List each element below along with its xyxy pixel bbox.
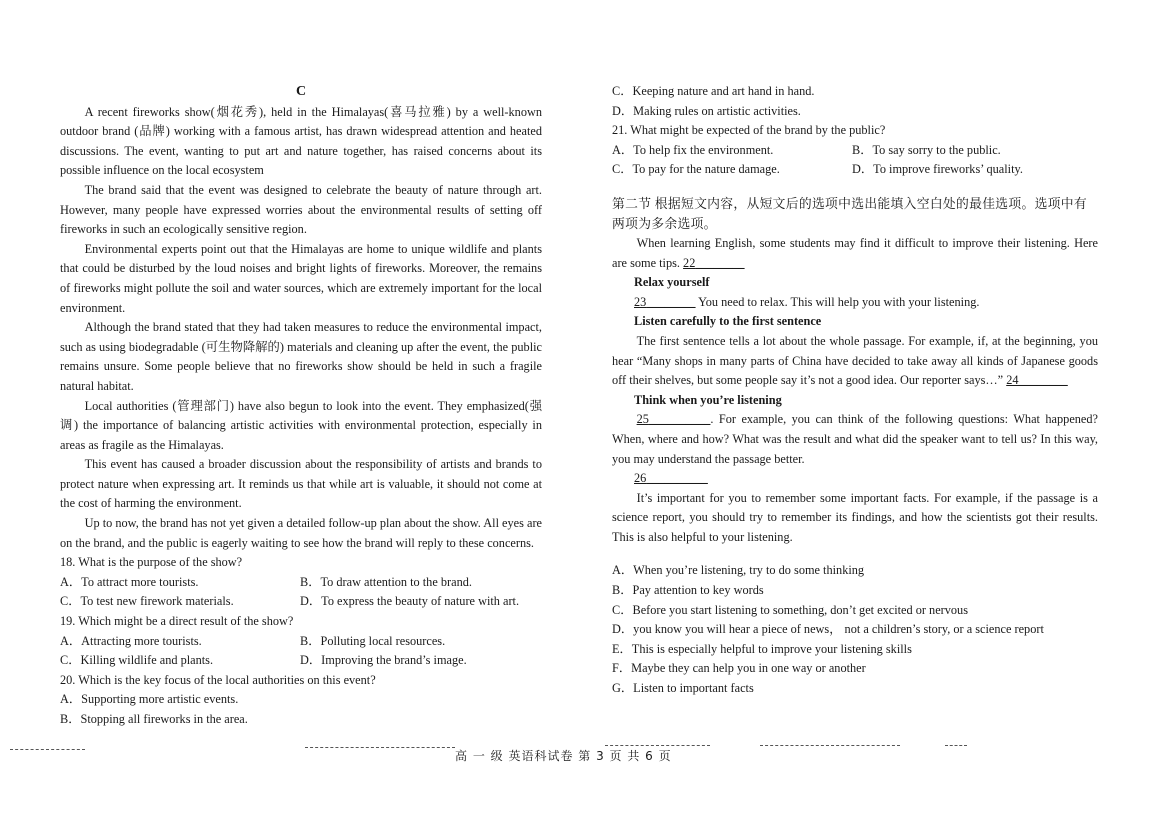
footer-dash-center-right (605, 745, 710, 746)
passage-paragraph-5: Local authorities (管理部门) have also begun to look into the event. They emphasized(强调) the importance of balancing artistic activities with environmental protection, especially in areas as fragile as the Himalayas. (60, 398, 542, 452)
blank-22: 22________ (683, 255, 745, 270)
left-column (60, 82, 542, 730)
question-20-option-b: B．Stopping all fireworks in the area. (60, 712, 248, 726)
question-21-options-row-2 (612, 160, 1098, 180)
footer-dash-far-right (945, 745, 967, 746)
choice-option-c: C．Before you start listening to something, don’t get excited or nervous (612, 602, 968, 617)
footer-dash-center-left (305, 747, 455, 748)
question-21-options-row-1 (612, 141, 1098, 161)
blank-26-line (612, 469, 1098, 489)
question-18-options-row-1 (60, 573, 542, 593)
section-title: C (295, 84, 307, 99)
tip-heading-first-sentence: Listen carefully to the first sentence (634, 314, 822, 329)
question-19-options-row-1 (60, 632, 542, 652)
passage-paragraph-7: Up to now, the brand has not yet given a detailed follow-up plan about the show. All eyes are on the brand, and the public is eagerly waiting to see how the brand will reply to these concerns. (60, 516, 542, 550)
think-paragraph: 25__________. For example, you can think of the following questions: What happened? When, where and how? What was the result and what did the speaker want to tell us? In this way, you may understand the passage better. (612, 412, 1098, 466)
question-20-option-d: D．Making rules on artistic activities. (612, 103, 801, 118)
question-20-option-a: A．Supporting more artistic events. (60, 692, 239, 707)
question-19-option-a: A．Attracting more tourists. (60, 633, 202, 648)
passage-paragraph-4: Although the brand stated that they had taken measures to reduce the environmental impact, such as using biodegradable (可生物降解的) materials and cleaning up after the event, the public remains unsure. Some people believe that no fireworks show should be held in such a fragile natural habitat. (60, 320, 542, 393)
question-20: 20. Which is the key focus of the local authorities on this event? (60, 672, 376, 687)
blank-23: 23________ (634, 294, 696, 309)
question-18-options-row-2 (60, 592, 542, 612)
question-19-option-b: B．Polluting local resources. (300, 633, 446, 648)
passage-paragraph-1: A recent fireworks show(烟花秀), held in the Himalayas(喜马拉雅) by a well-known outdoor brand (品牌) working with a famous artist, has drawn widespread attention and heated discussions. The event, wanting to put art and nature together, has raised concerns about its possible influence on the local ecosystem (60, 104, 542, 178)
question-21-option-d: D．To improve fireworks’ quality. (852, 162, 1023, 177)
choice-option-a: A．When you’re listening, try to do some thinking (612, 563, 865, 578)
question-21-option-a: A．To help fix the environment. (612, 142, 774, 157)
choice-option-e: E．This is especially helpful to improve your listening skills (612, 641, 912, 656)
blank-24: 24________ (1006, 373, 1068, 388)
question-18-option-d: D．To express the beauty of nature with art. (300, 594, 520, 609)
section-2-instructions: 第二节 根据短文内容，从短文后的选项中选出能填入空白处的最佳选项。选项中有两项为多余选项。 (612, 196, 1087, 231)
question-21: 21. What might be expected of the brand by the public? (612, 123, 886, 138)
choice-option-b: B．Pay attention to key words (612, 583, 764, 598)
question-19-options-row-2 (60, 651, 542, 671)
choice-option-g: G．Listen to important facts (612, 681, 754, 696)
question-18-option-c: C．To test new firework materials. (60, 594, 234, 609)
passage-paragraph-6: This event has caused a broader discussion about the responsibility of artists and brands to protect nature when expressing art. It reminds us that while art is valuable, it should not come at the cost of harming the environment. (60, 457, 542, 511)
question-18-option-a: A．To attract more tourists. (60, 574, 199, 589)
question-18-option-b: B．To draw attention to the brand. (300, 574, 472, 589)
question-20-option-c: C．Keeping nature and art hand in hand. (612, 84, 815, 98)
footer-dash-right (760, 745, 900, 746)
tip-heading-think: Think when you’re listening (634, 392, 782, 407)
question-21-option-c: C．To pay for the nature damage. (612, 162, 780, 177)
question-19: 19. Which might be a direct result of the show? (60, 614, 294, 629)
blank-26: 26__________ (634, 471, 708, 486)
question-18: 18. What is the purpose of the show? (60, 555, 243, 570)
page-number-footer: 高 一 级 英语科试卷 第 3 页 共 6 页 (455, 749, 672, 763)
passage-paragraph-3: Environmental experts point out that the Himalayas are home to unique wildlife and plants that could be disturbed by the loud noises and bright lights of fireworks. Moreover, the remains of fireworks might pollute the soil and water sources, which are extremely important for the local environment. (60, 241, 542, 315)
page-footer (0, 745, 1155, 767)
first-sentence-paragraph: The first sentence tells a lot about the whole passage. For example, if, at the beginning, you hear “Many shops in many parts of China have decided to take away all kinds of Japanese goods off their shelves, but some people say it’s not a good idea. Our reporter says…” 24________ (612, 333, 1098, 388)
passage-paragraph-2: The brand said that the event was designed to celebrate the beauty of nature through art. However, many people have expressed worries about the environmental results of setting off fireworks in such an ecologically sensitive region. (60, 182, 542, 237)
blank-23-line: 23________ You need to relax. This will help you with your listening. (634, 294, 980, 309)
footer-dash-left (10, 749, 85, 750)
choice-option-f: F．Maybe they can help you in one way or another (612, 661, 866, 676)
intro-paragraph: When learning English, some students may find it difficult to improve their listening. Here are some tips. 22________ (612, 235, 1098, 270)
question-21-option-b: B．To say sorry to the public. (852, 142, 1001, 157)
choice-option-d: D．you know you will hear a piece of news， not a children’s story, or a science report (612, 622, 1044, 637)
tip-heading-relax: Relax yourself (634, 275, 710, 290)
question-19-option-d: D．Improving the brand’s image. (300, 653, 467, 668)
question-19-option-c: C．Killing wildlife and plants. (60, 653, 214, 668)
right-column (612, 82, 1098, 699)
blank-25: 25__________ (636, 412, 711, 427)
facts-paragraph: It’s important for you to remember some important facts. For example, if the passage is a science report, you should try to remember its findings, and how the scientists got their results. This is also helpful to your listening. (612, 490, 1098, 544)
